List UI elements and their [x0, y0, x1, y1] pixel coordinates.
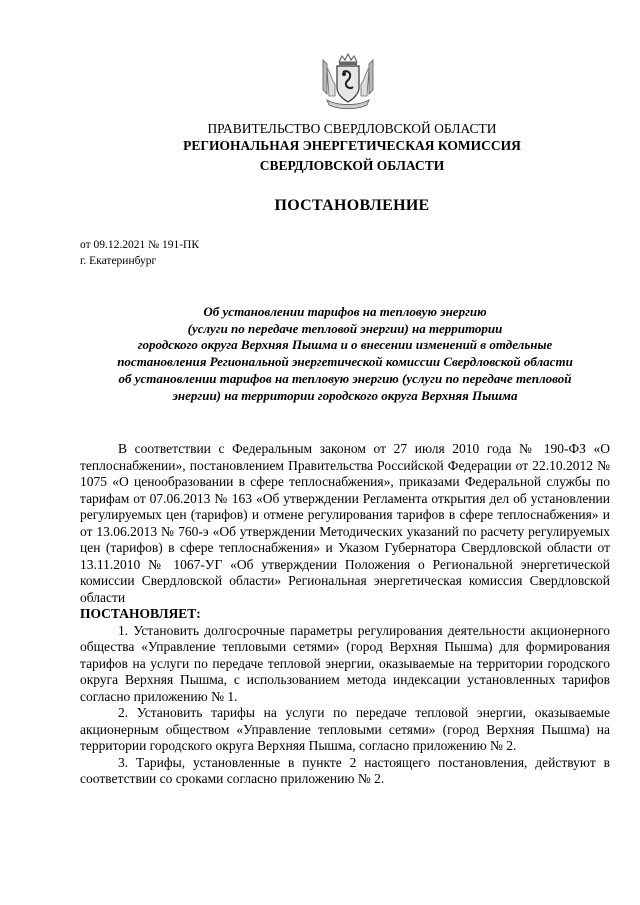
- document-title: ПОСТАНОВЛЕНИЕ: [274, 197, 430, 214]
- subject-line: Об установлении тарифов на тепловую энергию: [203, 304, 487, 319]
- item-3-paragraph: 3. Тарифы, установленные в пункте 2 настоящего постановления, действуют в соответствии со сроками согласно приложению № 2.: [80, 754, 610, 786]
- preamble-paragraph: В соответствии с Федеральным законом от 27 июля 2010 года № 190-ФЗ «О теплоснабжении», постановлением Правительства Российской Федерации от 22.10.2012 № 1075 «О ценообразовании в сфере теплоснабжения», приказами Федеральной службы по тарифам от 07.06.2013 № 163 «Об утверждении Регламента открытия дел об установлении регулируемых цен (тарифов) и отмене регулирования тарифов в сфере теплоснабжения» и от 13.06.2013 № 760-э «Об утверждении Методических указаний по расчету регулируемых цен (тарифов) в сфере теплоснабжения» и Указом Губернатора Свердловской области от 13.11.2010 № 1067-УГ «Об утверждении Положения о Региональной энергетической комиссии Свердловской области» Региональная энергетическая комиссия Свердловской области: [80, 441, 610, 605]
- item-1-paragraph: 1. Установить долгосрочные параметры регулирования деятельности акционерного общества «Управление тепловыми сетями» (город Верхняя Пышма) для формирования тарифов на услуги по передаче тепловой энергии, оказываемые на территории городского округа Верхняя Пышма, с использованием метода индексации установленных тарифов согласно приложению № 1.: [80, 622, 610, 704]
- document-city: г. Екатеринбург: [80, 255, 157, 267]
- subject-line: постановления Региональной энергетической комиссии Свердловской области: [117, 354, 573, 370]
- document-date-number: от 09.12.2021 № 191-ПК: [80, 239, 200, 251]
- item-2-paragraph: 2. Установить тарифы на услуги по передаче тепловой энергии, оказываемые акционерным обществом «Управление тепловыми сетями» (город Верхняя Пышма) на территории городского округа Верхняя Пышма, согласно приложению № 2.: [80, 705, 610, 753]
- document-subject: [80, 304, 610, 404]
- subject-line: об установлении тарифов на тепловую энергию (услуги по передаче тепловой: [118, 370, 572, 386]
- resolves-heading: ПОСТАНОВЛЯЕТ:: [80, 606, 201, 621]
- subject-line: (услуги по передаче тепловой энергии) на территории: [187, 320, 503, 336]
- organization-line-1: ПРАВИТЕЛЬСТВО СВЕРДЛОВСКОЙ ОБЛАСТИ: [207, 121, 497, 136]
- subject-line: городского округа Верхняя Пышма и о внесении изменений в отдельные: [137, 337, 553, 353]
- subject-line: энергии) на территории городского округа Верхняя Пышма: [172, 387, 518, 403]
- coat-of-arms-icon: [317, 50, 379, 112]
- organization-line-3: СВЕРДЛОВСКОЙ ОБЛАСТИ: [259, 158, 445, 173]
- organization-line-2: РЕГИОНАЛЬНАЯ ЭНЕРГЕТИЧЕСКАЯ КОМИССИЯ: [183, 138, 521, 153]
- document-body: [80, 441, 610, 788]
